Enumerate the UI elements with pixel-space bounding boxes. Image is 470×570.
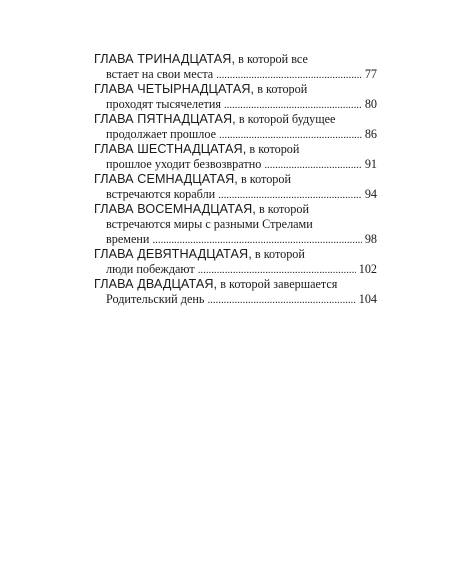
toc-entry-18 xyxy=(94,202,377,247)
toc-entry-15 xyxy=(94,112,377,142)
page-number: 80 xyxy=(364,97,377,111)
chapter-subtitle: в которой xyxy=(241,172,292,186)
chapter-subtitle: времени xyxy=(106,232,150,246)
page-number: 98 xyxy=(364,232,377,246)
toc-leader-line xyxy=(94,67,377,82)
chapter-subtitle: в которой будущее xyxy=(238,112,336,126)
chapter-subtitle: люди побеждают xyxy=(106,262,195,276)
chapter-subtitle: в которой xyxy=(258,202,309,216)
toc-leader-line xyxy=(94,127,377,142)
chapter-title: ГЛАВА ЧЕТЫРНАДЦАТАЯ, xyxy=(94,82,255,96)
toc-leader-line xyxy=(94,97,377,112)
leader-dots xyxy=(224,98,362,113)
chapter-subtitle: продолжает прошлое xyxy=(106,127,217,141)
page-number: 77 xyxy=(364,67,377,81)
toc-leader-line xyxy=(94,232,377,247)
leader-dots xyxy=(218,188,362,203)
chapter-title: ГЛАВА СЕМНАДЦАТАЯ, xyxy=(94,172,238,186)
chapter-subtitle: встает на свои места xyxy=(106,67,214,81)
page-number: 102 xyxy=(358,262,377,276)
chapter-subtitle: прошлое уходит безвозвратно xyxy=(106,157,262,171)
leader-dots xyxy=(207,293,355,308)
toc-entry-17 xyxy=(94,172,377,202)
toc-entry-13 xyxy=(94,52,377,82)
chapter-subtitle: встречаются корабли xyxy=(106,187,216,201)
leader-dots xyxy=(216,68,362,83)
chapter-title: ГЛАВА ВОСЕМНАДЦАТАЯ, xyxy=(94,202,256,216)
toc-leader-line xyxy=(94,262,377,277)
chapter-subtitle: Родительский день xyxy=(106,292,205,306)
chapter-title: ГЛАВА ТРИНАДЦАТАЯ, xyxy=(94,52,236,66)
chapter-subtitle: проходят тысячелетия xyxy=(106,97,221,111)
chapter-subtitle: в которой xyxy=(257,82,308,96)
toc-heading-line xyxy=(94,142,377,157)
page-number: 86 xyxy=(364,127,377,141)
toc-entry-14 xyxy=(94,82,377,112)
toc-heading-line xyxy=(94,202,377,217)
chapter-title: ГЛАВА ДЕВЯТНАДЦАТАЯ, xyxy=(94,247,252,261)
toc-heading-line xyxy=(94,277,377,292)
chapter-subtitle: в которой завершается xyxy=(220,277,338,291)
chapter-title: ГЛАВА ПЯТНАДЦАТАЯ, xyxy=(94,112,236,126)
leader-dots xyxy=(219,128,362,143)
leader-dots xyxy=(198,263,356,278)
toc-entry-16 xyxy=(94,142,377,172)
chapter-title: ГЛАВА ШЕСТНАДЦАТАЯ, xyxy=(94,142,247,156)
leader-dots xyxy=(152,233,361,248)
chapter-subtitle: в которой все xyxy=(238,52,308,66)
table-of-contents xyxy=(94,52,377,307)
toc-leader-line xyxy=(94,292,377,307)
toc-heading-line xyxy=(94,247,377,262)
toc-heading-line xyxy=(94,52,377,67)
toc-leader-line xyxy=(94,187,377,202)
toc-leader-line xyxy=(94,157,377,172)
leader-dots xyxy=(264,158,362,173)
chapter-subtitle: встречаются миры с разными Стрелами xyxy=(106,217,313,231)
chapter-title: ГЛАВА ДВАДЦАТАЯ, xyxy=(94,277,218,291)
chapter-subtitle: в которой xyxy=(249,142,300,156)
chapter-subtitle: в которой xyxy=(254,247,305,261)
toc-entry-19 xyxy=(94,247,377,277)
page-number: 104 xyxy=(358,292,377,306)
toc-heading-line xyxy=(94,172,377,187)
toc-entry-20 xyxy=(94,277,377,307)
toc-heading-line xyxy=(94,112,377,127)
toc-continuation-line xyxy=(94,217,377,232)
page-number: 91 xyxy=(364,157,377,171)
page-number: 94 xyxy=(364,187,377,201)
toc-heading-line xyxy=(94,82,377,97)
